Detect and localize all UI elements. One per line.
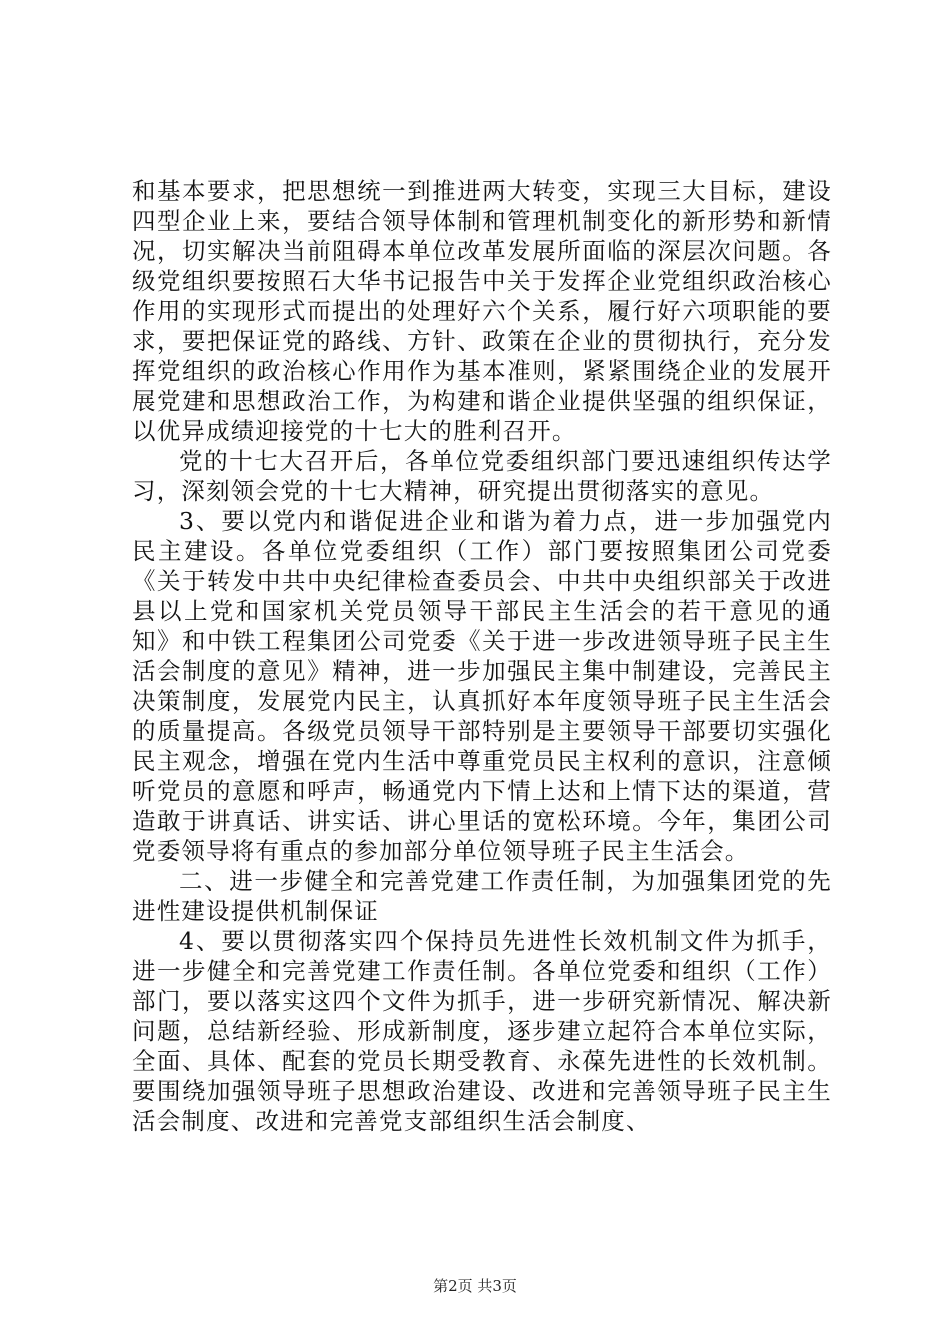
paragraph-continued: 和基本要求，把思想统一到推进两大转变，实现三大目标，建设四型企业上来，要结合领导体制和管理机制变化的新形势和新情况，切实解决当前阻碍本单位改革发展所面临的深层次问题。各级党组织要按照石大华书记报告中关于发挥企业党组织政治核心作用的实现形式而提出的处理好六个关系，履行好六项职能的要求，要把保证党的路线、方针、政策在企业的贯彻执行，充分发挥党组织的政治核心作用作为基本准则，紧紧围绕企业的发展开展党建和思想政治工作，为构建和谐企业提供坚强的组织保证，以优异成绩迎接党的十七大的胜利召开。 [132, 177, 832, 445]
page-number-footer: 第2页 共3页 [433, 1277, 517, 1295]
paragraph-item-4: 4、要以贯彻落实四个保持员先进性长效机制文件为抓手，进一步健全和完善党建工作责任制。各单位党委和组织（工作）部门，要以落实这四个文件为抓手，进一步研究新情况、解决新问题，总结新经验、形成新制度，逐步建立起符合本单位实际，全面、具体、配套的党员长期受教育、永葆先进性的长效机制。要围绕加强领导班子思想政治建设、改进和完善领导班子民主生活会制度、改进和完善党支部组织生活会制度、 [132, 927, 832, 1135]
document-body [132, 176, 832, 1136]
paragraph-section-2-heading: 二、进一步健全和完善党建工作责任制，为加强集团党的先进性建设提供机制保证 [132, 867, 832, 925]
paragraph-seventeenth-congress: 党的十七大召开后，各单位党委组织部门要迅速组织传达学习，深刻领会党的十七大精神，研究提出贯彻落实的意见。 [132, 447, 832, 505]
paragraph-item-3: 3、要以党内和谐促进企业和谐为着力点，进一步加强党内民主建设。各单位党委组织（工作）部门要按照集团公司党委《关于转发中共中央纪律检查委员会、中共中央组织部关于改进县以上党和国家机关党员领导干部民主生活会的若干意见的通知》和中铁工程集团公司党委《关于进一步改进领导班子民主生活会制度的意见》精神，进一步加强民主集中制建设，完善民主决策制度，发展党内民主，认真抓好本年度领导班子民主生活会的质量提高。各级党员领导干部特别是主要领导干部要切实强化民主观念，增强在党内生活中尊重党员民主权利的意识，注意倾听党员的意愿和呼声，畅通党内下情上达和上情下达的渠道，营造敢于讲真话、讲实话、讲心里话的宽松环境。今年，集团公司党委领导将有重点的参加部分单位领导班子民主生活会。 [132, 507, 832, 865]
